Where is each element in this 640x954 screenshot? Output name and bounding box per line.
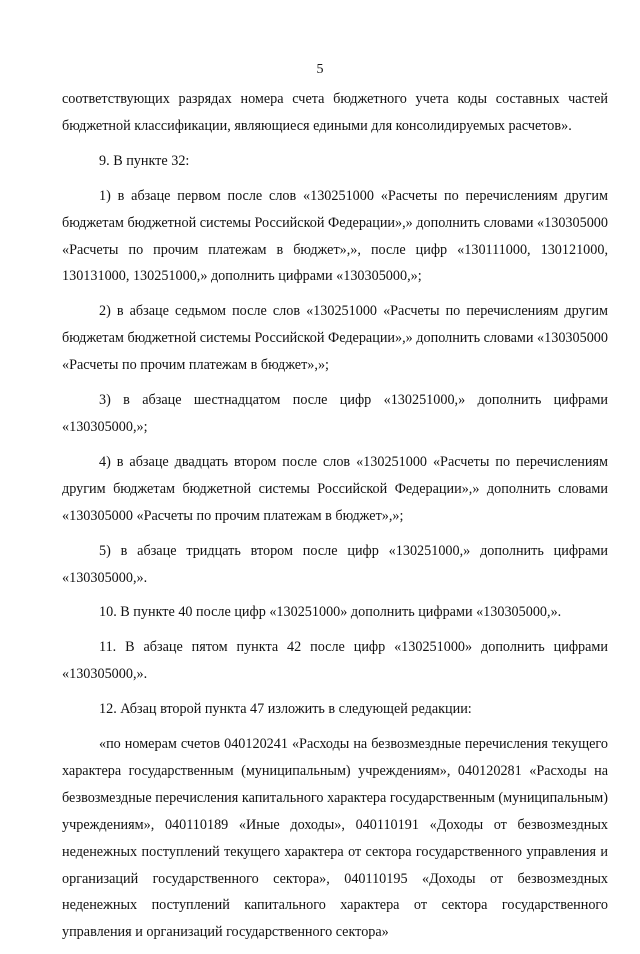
paragraph-subitem-5: 5) в абзаце тридцать втором после цифр «130251000,» дополнить цифрами «130305000,». [62,542,608,586]
paragraph-subitem-4: 4) в абзаце двадцать втором после слов «130251000 «Расчеты по перечислениям другим бюджетам бюджетной системы Российской Федерации»,» дополнить словами «130305000 «Расчеты по прочим платежам в бюджет»,»; [62,453,608,524]
paragraph-item-10: 10. В пункте 40 после цифр «130251000» дополнить цифрами «130305000,». [99,604,562,621]
paragraph-subitem-3: 3) в абзаце шестнадцатом после цифр «130251000,» дополнить цифрами «130305000,»; [62,392,608,435]
paragraph-subitem-2: 2) в абзаце седьмом после слов «130251000 «Расчеты по перечислениям другим бюджетам бюджетной системы Российской Федерации»,» дополнить словами «130305000 «Расчеты по прочим платежам в бюджет»,»; [62,303,608,374]
paragraph-subitem-1: 1) в абзаце первом после слов «130251000 «Расчеты по перечислениям другим бюджетам бюджетной системы Российской Федерации»,» дополнить словами «130305000 «Расчеты по прочим платежам в бюджет»,», после цифр «130111000, 130121000, 130131000, 130251000,» дополнить цифрами «130305000,»; [62,187,608,285]
paragraph-continuation: соответствующих разрядах номера счета бюджетного учета коды составных частей бюджетной классификации, являющиеся едиными для консолидируемых расчетов». [62,91,608,134]
paragraph-item-11: 11. В абзаце пятом пункта 42 после цифр «130251000» дополнить цифрами «130305000,». [62,639,608,683]
paragraph-item-9: 9. В пункте 32: [99,152,190,169]
paragraph-quoted-text: «по номерам счетов 040120241 «Расходы на безвозмездные перечисления текущего характера государственным (муниципальным) учреждениям», 040120281 «Расходы на безвозмездные перечисления капитального характера государственным (муниципальным) учреждениям», 040110189 «Иные доходы», 040110191 «Доходы от безвозмездных неденежных поступлений текущего характера от сектора государственного управления и организаций государственного сектора», 040110195 «Доходы от безвозмездных неденежных поступлений капитального характера от сектора государственного управления и организаций государственного сектора» [62,736,608,941]
paragraph-item-12: 12. Абзац второй пункта 47 изложить в следующей редакции: [99,701,472,718]
page-number: 5 [316,62,324,77]
document-body [62,86,608,954]
